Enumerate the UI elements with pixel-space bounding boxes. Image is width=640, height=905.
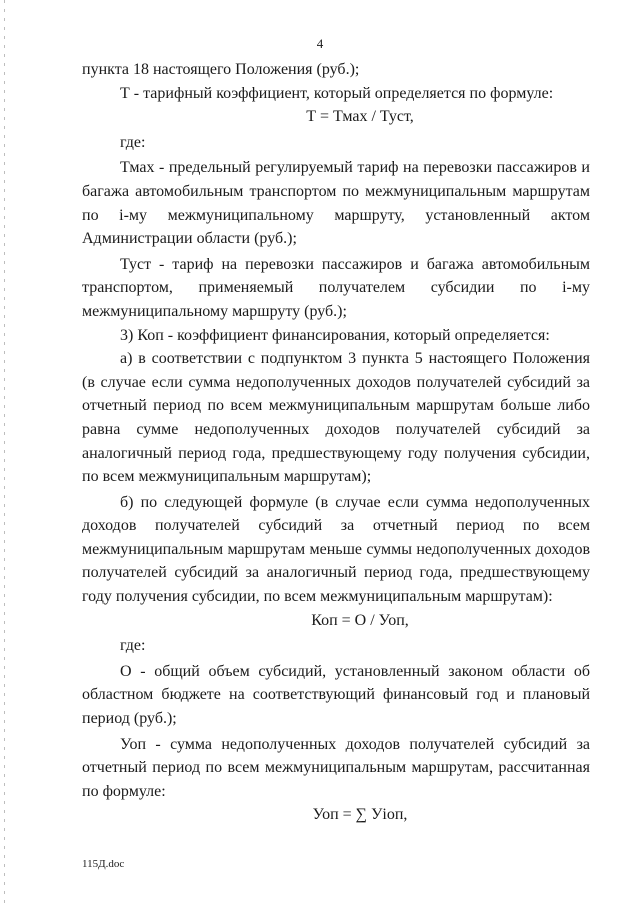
formula-t: Т = Тмах / Туст, xyxy=(306,108,414,126)
paragraph-tariff-coefficient: Т - тарифный коэффициент, который определяется по формуле: xyxy=(120,84,554,102)
paragraph-kop: 3) Коп - коэффициент финансирования, который определяется: xyxy=(120,326,550,344)
formula-uop: Уоп = ∑ Уiоп, xyxy=(312,806,408,824)
where-label-2: где: xyxy=(120,637,146,655)
paragraph-tust: Туст - тариф на перевозки пассажиров и багажа автомобильным транспортом, применяемый получателем субсидии по i-му межмуниципальному маршруту (руб.); xyxy=(82,255,590,320)
file-name-footer: 115Д.doc xyxy=(82,858,125,870)
where-label: где: xyxy=(120,133,146,151)
document-body xyxy=(82,58,590,827)
scan-edge xyxy=(4,0,5,905)
paragraph-uop: Уоп - сумма недополученных доходов получателей субсидий за отчетный период по всем межмуниципальным маршрутам, рассчитанная по формуле: xyxy=(82,735,590,800)
paragraph-o: О - общий объем субсидий, установленный законом области об областном бюджете на соответствующий финансовый год и плановый период (руб.); xyxy=(82,662,590,728)
paragraph-continuation: пункта 18 настоящего Положения (руб.); xyxy=(82,61,360,78)
page-number: 4 xyxy=(316,36,324,51)
paragraph-kop-a: а) в соответствии с подпунктом 3 пункта 5 настоящего Положения (в случае если сумма недополученных доходов получателей субсидий за отчетный период по всем межмуниципальным маршрутам больше либо равна сумме недополученных доходов получателей субсидий за аналогичный период года, предшествующему году получения субсидии, по всем межмуниципальным маршрутам); xyxy=(82,350,590,486)
paragraph-kop-b: б) по следующей формуле (в случае если сумма недополученных доходов получателей субсидий за отчетный период по всем межмуниципальным маршрутам меньше суммы недополученных доходов получателей субсидий за аналогичный период года, предшествующему году получения субсидии, по всем межмуниципальным маршрутам): xyxy=(82,493,590,606)
formula-kop: Коп = О / Уоп, xyxy=(311,611,409,629)
paragraph-tmax: Тмах - предельный регулируемый тариф на перевозки пассажиров и багажа автомобильным транспортом по межмуниципальным маршрутам по i-му межмуниципальному маршруту, установленный актом Администрации области (руб.); xyxy=(82,159,590,248)
